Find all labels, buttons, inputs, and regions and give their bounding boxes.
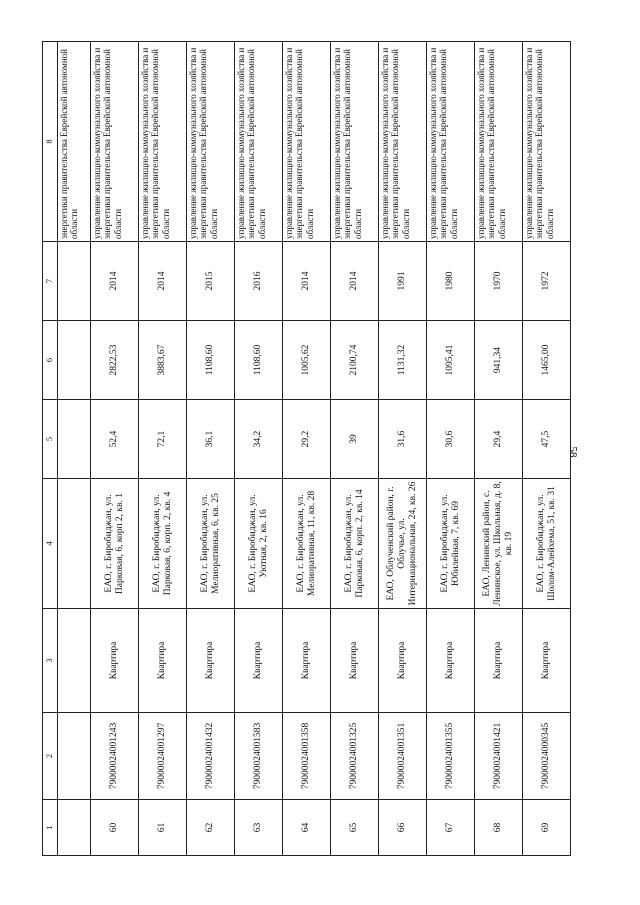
area: 52,4 [91, 400, 139, 479]
area: 36,1 [187, 400, 235, 479]
row-number: 63 [235, 800, 283, 856]
header-cell: 7 [43, 242, 58, 321]
table-row [187, 42, 235, 856]
row-number: 65 [331, 800, 379, 856]
table-row [523, 42, 571, 856]
value: 2822,53 [91, 321, 139, 400]
address: ЕАО, г. Биробиджан, ул. Уютная, 2, кв. 16 [235, 479, 283, 609]
property-table [42, 41, 571, 856]
header-cell: 6 [43, 321, 58, 400]
year: 2014 [283, 242, 331, 321]
cadastral-code: 79000024001355 [427, 713, 475, 800]
table-row [235, 42, 283, 856]
area: 34,2 [235, 400, 283, 479]
owner: управление жилищно-коммунального хозяйства и энергетики правительства Еврейской автономной области [379, 42, 427, 242]
area: 29,2 [283, 400, 331, 479]
area: 30,6 [427, 400, 475, 479]
value: 1108,60 [235, 321, 283, 400]
table-row [91, 42, 139, 856]
object-type: Квартира [379, 609, 427, 713]
value: 1005,62 [283, 321, 331, 400]
year: 1980 [427, 242, 475, 321]
value: 1108,60 [187, 321, 235, 400]
row-number: 60 [91, 800, 139, 856]
area: 47,5 [523, 400, 571, 479]
cadastral-code: 79000024001297 [139, 713, 187, 800]
owner: управление жилищно-коммунального хозяйства и энергетики правительства Еврейской автономной области [187, 42, 235, 242]
owner: управление жилищно-коммунального хозяйства и энергетики правительства Еврейской автономной области [475, 42, 523, 242]
year: 2014 [91, 242, 139, 321]
year: 1991 [379, 242, 427, 321]
year: 2016 [235, 242, 283, 321]
header-cell: 8 [43, 42, 58, 242]
value: 1465,00 [523, 321, 571, 400]
cadastral-code: 79000024001583 [235, 713, 283, 800]
owner: управление жилищно-коммунального хозяйства и энергетики правительства Еврейской автономной области [235, 42, 283, 242]
owner: управление жилищно-коммунального хозяйства и энергетики правительства Еврейской автономной области [283, 42, 331, 242]
header-cell: 5 [43, 400, 58, 479]
year: 2015 [187, 242, 235, 321]
cadastral-code: 79000024001325 [331, 713, 379, 800]
address: ЕАО, г. Биробиджан, ул. Парковая, 6, корп. 2, кв. 14 [331, 479, 379, 609]
object-type: Квартира [331, 609, 379, 713]
address: ЕАО, Облученский район, г. Облучье, ул. Интернациональная, 24, кв. 26 [379, 479, 427, 609]
cadastral-code: 79000024001421 [475, 713, 523, 800]
object-type: Квартира [283, 609, 331, 713]
table-container [42, 42, 557, 856]
row-number: 66 [379, 800, 427, 856]
owner: управление жилищно-коммунального хозяйства и энергетики правительства Еврейской автономной области [331, 42, 379, 242]
address: ЕАО, г. Биробиджан, ул. Юбилейная, 7, кв. 69 [427, 479, 475, 609]
area: 39 [331, 400, 379, 479]
value: 2100,74 [331, 321, 379, 400]
continuation-row [58, 42, 91, 856]
cadastral-code: 79000024001351 [379, 713, 427, 800]
table-row [427, 42, 475, 856]
area: 31,6 [379, 400, 427, 479]
header-cell: 1 [43, 800, 58, 856]
owner: управление жилищно-коммунального хозяйства и энергетики правительства Еврейской автономной области [427, 42, 475, 242]
address: ЕАО, г. Биробиджан, ул. Мелиоративная, 6, кв. 25 [187, 479, 235, 609]
table-row [139, 42, 187, 856]
owner: управление жилищно-коммунального хозяйства и энергетики правительства Еврейской автономной области [139, 42, 187, 242]
year: 2014 [331, 242, 379, 321]
address: ЕАО, г. Биробиджан, ул. Шолом-Алейхема, 51, кв. 31 [523, 479, 571, 609]
address: ЕАО, г. Биробиджан, ул. Парковая, 6, корп. 2, кв. 4 [139, 479, 187, 609]
object-type: Квартира [187, 609, 235, 713]
header-cell: 4 [43, 479, 58, 609]
row-number: 62 [187, 800, 235, 856]
year: 1972 [523, 242, 571, 321]
table-row [379, 42, 427, 856]
table-row [283, 42, 331, 856]
value: 1095,41 [427, 321, 475, 400]
value: 941,34 [475, 321, 523, 400]
object-type: Квартира [91, 609, 139, 713]
object-type: Квартира [427, 609, 475, 713]
value: 3883,67 [139, 321, 187, 400]
owner: управление жилищно-коммунального хозяйства и энергетики правительства Еврейской автономной области [91, 42, 139, 242]
address: ЕАО, г. Биробиджан, ул. Мелиоративная, 11, кв. 28 [283, 479, 331, 609]
row-number: 69 [523, 800, 571, 856]
area: 72,1 [139, 400, 187, 479]
year: 2014 [139, 242, 187, 321]
row-number: 61 [139, 800, 187, 856]
rotated-page-area [42, 42, 557, 856]
continuation-owner-cell: энергетики правительства Еврейской автономной области [58, 42, 91, 242]
row-number: 67 [427, 800, 475, 856]
year: 1970 [475, 242, 523, 321]
header-cell: 3 [43, 609, 58, 713]
cadastral-code: 79000024001358 [283, 713, 331, 800]
page-number: 58 [567, 446, 579, 458]
cadastral-code: 79000024001432 [187, 713, 235, 800]
table-row [475, 42, 523, 856]
address: ЕАО, Ленинский район, с. Ленинское, ул. Школьная, д. 8, кв. 19 [475, 479, 523, 609]
header-row [43, 42, 58, 856]
row-number: 68 [475, 800, 523, 856]
value: 1131,32 [379, 321, 427, 400]
object-type: Квартира [475, 609, 523, 713]
cadastral-code: 79000024001243 [91, 713, 139, 800]
object-type: Квартира [523, 609, 571, 713]
object-type: Квартира [235, 609, 283, 713]
row-number: 64 [283, 800, 331, 856]
address: ЕАО, г. Биробиджан, ул. Парковая, 6, корп 2, кв. 1 [91, 479, 139, 609]
cadastral-code: 79000024000345 [523, 713, 571, 800]
owner: управление жилищно-коммунального хозяйства и энергетики правительства Еврейской автономной области [523, 42, 571, 242]
table-row [331, 42, 379, 856]
area: 29,4 [475, 400, 523, 479]
header-cell: 2 [43, 713, 58, 800]
object-type: Квартира [139, 609, 187, 713]
